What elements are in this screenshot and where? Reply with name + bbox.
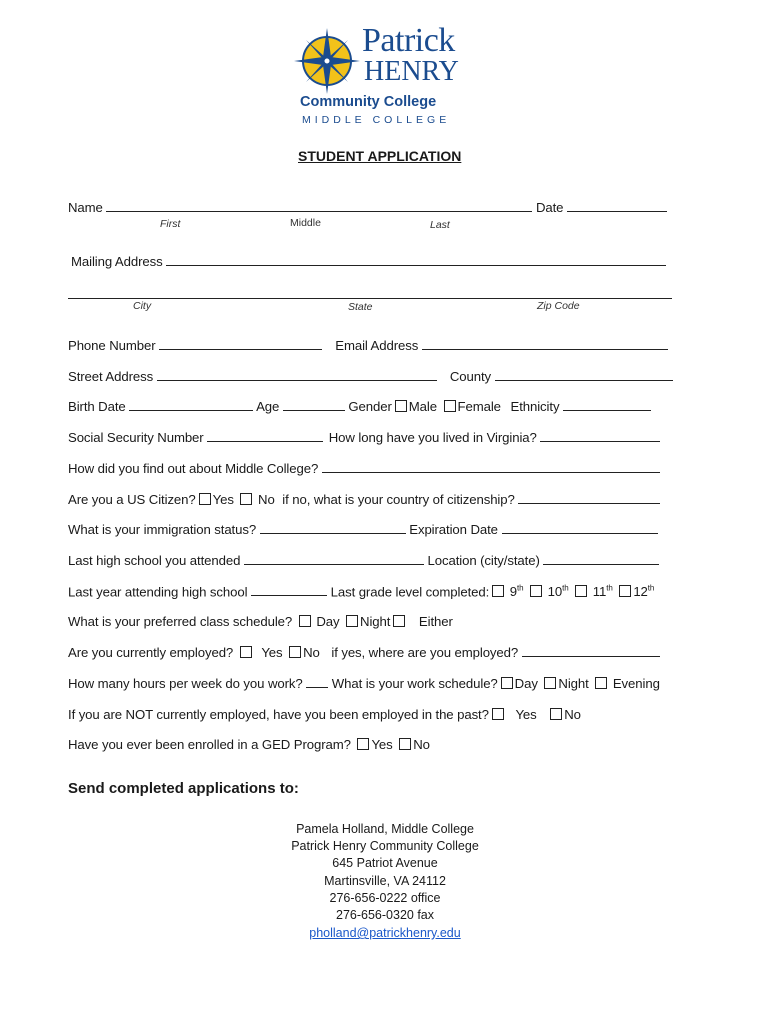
- high-school-row: [68, 553, 659, 568]
- citizen-label: Are you a US Citizen?: [68, 492, 196, 507]
- schedule-day-label: Day: [316, 614, 340, 629]
- schedule-night-label: Night: [360, 614, 391, 629]
- where-label: if yes, where are you employed?: [331, 645, 519, 660]
- high-school-label: Last high school you attended: [68, 553, 241, 568]
- ethnicity-field[interactable]: [563, 399, 651, 411]
- ged-label: Have you ever been enrolled in a GED Program?: [68, 737, 351, 752]
- birth-date-field[interactable]: [129, 399, 253, 411]
- employed-no-label: No: [303, 645, 320, 660]
- street-row: [68, 369, 673, 384]
- compass-rose-icon: [292, 26, 362, 96]
- work-day-checkbox[interactable]: [501, 677, 513, 689]
- work-night-label: Night: [558, 676, 589, 691]
- address-line-2: Patrick Henry Community College: [291, 839, 479, 853]
- date-label: Date: [535, 200, 564, 215]
- immigration-row: [68, 522, 658, 537]
- citizen-row: [68, 492, 660, 507]
- past-employed-row: [68, 707, 581, 722]
- phone-field[interactable]: [159, 338, 322, 350]
- citizen-no-label: No: [258, 492, 275, 507]
- citizen-no-checkbox[interactable]: [240, 493, 252, 505]
- ged-no-checkbox[interactable]: [399, 738, 411, 750]
- work-day-label: Day: [514, 676, 538, 691]
- past-yes-label: Yes: [515, 707, 537, 722]
- logo-henry: HENRY: [364, 56, 459, 87]
- found-out-row: [68, 461, 660, 476]
- ssn-label: Social Security Number: [68, 430, 204, 445]
- grade-label: Last grade level completed:: [330, 584, 490, 600]
- logo-patrick: Patrick: [362, 22, 455, 59]
- grade-9-checkbox[interactable]: [492, 585, 504, 597]
- hours-field[interactable]: [306, 676, 328, 688]
- age-field[interactable]: [283, 399, 345, 411]
- logo-community-college: Community College: [300, 94, 437, 110]
- employed-yes-label: Yes: [261, 645, 283, 660]
- expiration-label: Expiration Date: [409, 522, 498, 537]
- schedule-night-checkbox[interactable]: [346, 615, 358, 627]
- schedule-either-label: Either: [418, 614, 453, 629]
- last-sublabel: Last: [430, 219, 450, 231]
- grade-10-label: 10th: [547, 584, 569, 600]
- work-schedule-label: What is your work schedule?: [331, 676, 498, 691]
- male-label: Male: [408, 399, 437, 414]
- address-line-4: Martinsville, VA 24112: [324, 874, 446, 888]
- employed-no-checkbox[interactable]: [289, 646, 301, 658]
- gender-label: Gender: [348, 399, 392, 414]
- schedule-label: What is your preferred class schedule?: [68, 614, 293, 629]
- work-evening-label: Evening: [612, 676, 660, 691]
- zip-sublabel: Zip Code: [537, 300, 580, 312]
- employed-row: [68, 645, 660, 660]
- past-no-label: No: [564, 707, 581, 722]
- name-row: [68, 200, 667, 215]
- name-label: Name: [68, 200, 103, 215]
- phone-label: Phone Number: [68, 338, 156, 353]
- schedule-row: [68, 614, 453, 629]
- birth-date-label: Birth Date: [68, 399, 126, 414]
- virginia-label: How long have you lived in Virginia?: [328, 430, 537, 445]
- ged-yes-checkbox[interactable]: [357, 738, 369, 750]
- mailing-address-field[interactable]: [166, 254, 666, 266]
- city-sublabel: City: [133, 300, 152, 312]
- email-link[interactable]: pholland@patrickhenry.edu: [309, 926, 461, 940]
- county-label: County: [449, 369, 492, 384]
- street-label: Street Address: [68, 369, 154, 384]
- address-line-1: Pamela Holland, Middle College: [296, 822, 474, 836]
- last-year-field[interactable]: [251, 584, 327, 596]
- last-year-label: Last year attending high school: [68, 584, 248, 600]
- age-label: Age: [256, 399, 280, 414]
- location-field[interactable]: [543, 553, 659, 565]
- male-checkbox[interactable]: [395, 400, 407, 412]
- date-field[interactable]: [567, 200, 667, 212]
- ssn-field[interactable]: [207, 430, 323, 442]
- mailing-row: [71, 254, 666, 269]
- past-no-checkbox[interactable]: [550, 708, 562, 720]
- high-school-field[interactable]: [244, 553, 424, 565]
- grade-11-checkbox[interactable]: [575, 585, 587, 597]
- where-field[interactable]: [522, 645, 660, 657]
- ged-yes-label: Yes: [371, 737, 393, 752]
- email-field[interactable]: [422, 338, 668, 350]
- name-field[interactable]: [106, 200, 532, 212]
- address-line-3: 645 Patriot Avenue: [332, 856, 438, 870]
- state-sublabel: State: [348, 301, 373, 313]
- country-label: if no, what is your country of citizenship?: [282, 492, 515, 507]
- logo-middle-college: MIDDLE COLLEGE: [302, 114, 451, 126]
- ged-no-label: No: [413, 737, 430, 752]
- citizen-yes-label: Yes: [212, 492, 234, 507]
- female-checkbox[interactable]: [444, 400, 456, 412]
- work-evening-checkbox[interactable]: [595, 677, 607, 689]
- location-label: Location (city/state): [427, 553, 540, 568]
- grade-12-label: 12th: [633, 584, 655, 600]
- mailing-label: Mailing Address: [71, 254, 163, 269]
- address-line-6: 276-656-0320 fax: [336, 908, 434, 922]
- first-sublabel: First: [160, 218, 181, 230]
- virginia-field[interactable]: [540, 430, 660, 442]
- female-label: Female: [457, 399, 501, 414]
- citizen-yes-checkbox[interactable]: [199, 493, 211, 505]
- immigration-field[interactable]: [260, 522, 406, 534]
- logo: [292, 22, 482, 128]
- grade-10-checkbox[interactable]: [530, 585, 542, 597]
- send-heading: Send completed applications to:: [68, 780, 299, 797]
- grade-11-label: 11th: [592, 584, 613, 600]
- expiration-field[interactable]: [502, 522, 658, 534]
- street-field[interactable]: [157, 369, 437, 381]
- past-employed-label: If you are NOT currently employed, have you been employed in the past?: [68, 707, 489, 722]
- past-yes-checkbox[interactable]: [492, 708, 504, 720]
- schedule-day-checkbox[interactable]: [299, 615, 311, 627]
- found-out-field[interactable]: [322, 461, 660, 473]
- found-out-label: How did you find out about Middle College?: [68, 461, 319, 476]
- country-field[interactable]: [518, 492, 660, 504]
- ethnicity-label: Ethnicity: [510, 399, 560, 414]
- grade-9-label: 9th: [509, 584, 524, 600]
- hours-label: How many hours per week do you work?: [68, 676, 303, 691]
- page-title: STUDENT APPLICATION: [298, 148, 462, 164]
- last-year-row: [68, 584, 654, 599]
- mailing-line-2[interactable]: [68, 298, 672, 299]
- county-field[interactable]: [495, 369, 673, 381]
- email-label: Email Address: [335, 338, 419, 353]
- email-link-row: [0, 926, 770, 940]
- immigration-label: What is your immigration status?: [68, 522, 257, 537]
- middle-sublabel: Middle: [290, 217, 321, 229]
- employed-label: Are you currently employed?: [68, 645, 234, 660]
- birth-row: [68, 399, 651, 414]
- employed-yes-checkbox[interactable]: [240, 646, 252, 658]
- address-line-5: 276-656-0222 office: [329, 891, 441, 905]
- hours-row: [68, 676, 660, 691]
- grade-12-checkbox[interactable]: [619, 585, 631, 597]
- ged-row: [68, 737, 430, 752]
- schedule-either-checkbox[interactable]: [393, 615, 405, 627]
- phone-row: [68, 338, 668, 353]
- work-night-checkbox[interactable]: [544, 677, 556, 689]
- ssn-row: [68, 430, 660, 445]
